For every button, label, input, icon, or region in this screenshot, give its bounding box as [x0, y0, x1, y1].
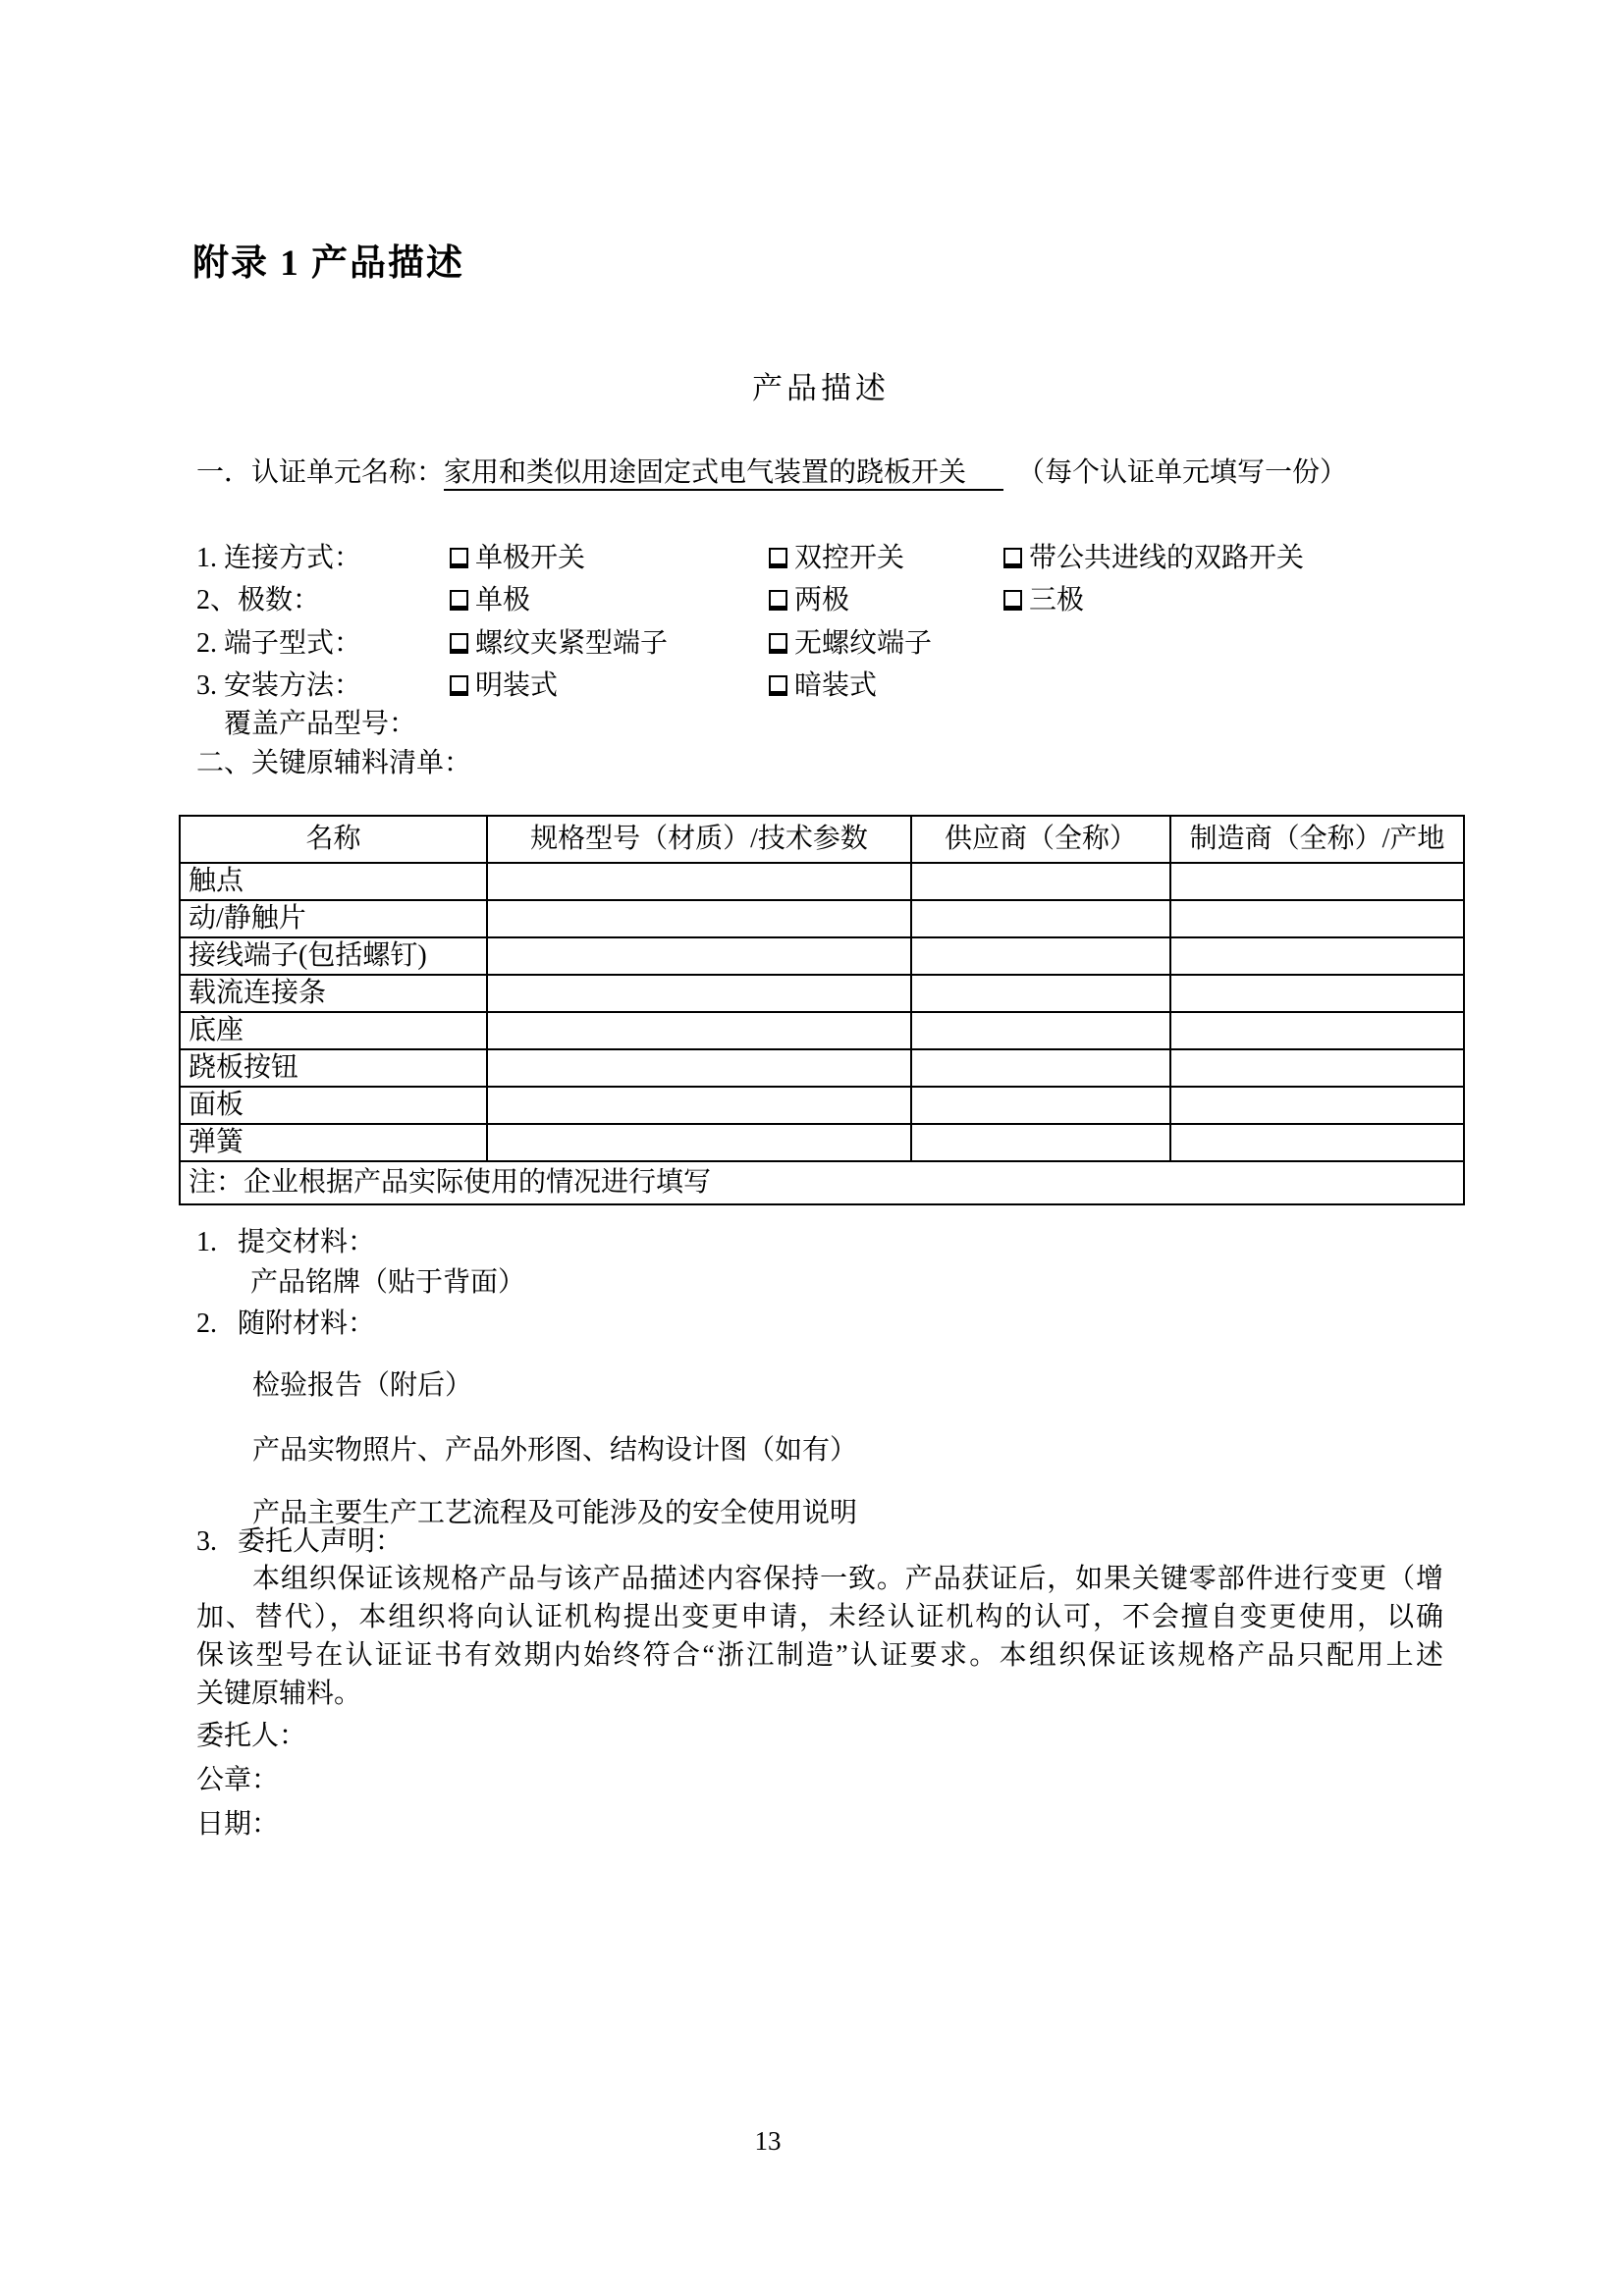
option-item [769, 585, 849, 616]
table-row [180, 1012, 1464, 1049]
empty-cell [487, 900, 911, 937]
empty-cell [1170, 863, 1464, 900]
material-name-cell: 触点 [180, 863, 487, 900]
submit-section-label: 1. 提交材料： [196, 1227, 376, 1257]
option-item [769, 628, 932, 660]
option-item-label: 两极 [794, 585, 850, 615]
attached-item: 产品主要生产工艺流程及可能涉及的安全使用说明 [252, 1498, 858, 1528]
option-item [450, 670, 558, 702]
table-row [180, 1049, 1464, 1087]
empty-cell [911, 975, 1170, 1012]
empty-cell [1170, 1124, 1464, 1161]
seal-label: 公章： [196, 1765, 280, 1795]
checkbox-icon [769, 633, 787, 654]
declaration-label: 3. 委托人声明： [196, 1526, 404, 1557]
submit-item: 产品铭牌（贴于背面） [250, 1267, 526, 1298]
material-name-cell: 面板 [180, 1087, 487, 1124]
attached-section-label: 2. 随附材料： [196, 1308, 376, 1339]
option-item [450, 585, 530, 616]
option-item-label: 明装式 [475, 670, 559, 701]
unit-name-label: 一．认证单元名称： [196, 457, 445, 488]
empty-cell [487, 1012, 911, 1049]
option-item-label: 无螺纹端子 [794, 628, 933, 659]
empty-cell [1170, 1087, 1464, 1124]
declaration-line: 本组织保证该规格产品与该产品描述内容保持一致。产品获证后，如果关键零部件进行变更（增 [252, 1564, 1443, 1594]
option-item-label: 单极 [475, 585, 531, 615]
certification-unit-line [196, 457, 1347, 491]
table-row [180, 937, 1464, 975]
option-row-label: 2. 端子型式： [196, 628, 362, 659]
option-item [1003, 543, 1304, 574]
table-note-row [180, 1161, 1464, 1204]
declaration-line: 关键原辅料。 [196, 1679, 362, 1709]
checkbox-icon [450, 675, 468, 696]
option-row-label: 3. 安装方法： [196, 670, 362, 701]
option-item-label: 三极 [1029, 585, 1085, 615]
option-item-label: 双控开关 [794, 543, 905, 573]
date-label: 日期： [196, 1809, 280, 1840]
checkbox-icon [450, 548, 468, 568]
option-item [769, 670, 877, 702]
empty-cell [911, 937, 1170, 975]
table-header-cell: 制造商（全称）/产地 [1170, 816, 1464, 863]
material-name-cell: 动/静触片 [180, 900, 487, 937]
option-row-connection [0, 543, 1624, 582]
checkbox-icon [450, 590, 468, 611]
option-item-label: 螺纹夹紧型端子 [475, 628, 669, 659]
materials-table [179, 815, 1465, 1205]
empty-cell [911, 1012, 1170, 1049]
unit-note: （每个认证单元填写一份） [1017, 457, 1348, 488]
signer-label: 委托人： [196, 1721, 307, 1751]
empty-cell [911, 1087, 1170, 1124]
appendix-title: 附录 1 产品描述 [192, 243, 464, 284]
checkbox-icon [450, 633, 468, 654]
option-row-terminal [0, 628, 1624, 667]
page-number: 13 [754, 2126, 782, 2156]
empty-cell [1170, 1049, 1464, 1087]
checkbox-icon [769, 675, 787, 696]
option-item [450, 628, 668, 660]
declaration-line: 保该型号在认证证书有效期内始终符合“浙江制造”认证要求。本组织保证该规格产品只配用上述 [196, 1640, 1443, 1671]
table-header-cell: 名称 [180, 816, 487, 863]
table-row [180, 975, 1464, 1012]
empty-cell [487, 863, 911, 900]
unit-name-value: 家用和类似用途固定式电气装置的跷板开关 [444, 457, 1003, 491]
option-row-mounting [0, 670, 1624, 710]
option-row-poles [0, 585, 1624, 624]
empty-cell [1170, 937, 1464, 975]
table-header-row [180, 816, 1464, 863]
option-row-label: 1. 连接方式： [196, 543, 362, 573]
empty-cell [911, 1124, 1170, 1161]
table-header-cell: 供应商（全称） [911, 816, 1170, 863]
option-item-label: 单极开关 [475, 543, 586, 573]
attached-item: 产品实物照片、产品外形图、结构设计图（如有） [252, 1435, 858, 1466]
table-row [180, 900, 1464, 937]
option-item [1003, 585, 1084, 616]
table-row [180, 863, 1464, 900]
checkbox-icon [769, 590, 787, 611]
material-name-cell: 跷板按钮 [180, 1049, 487, 1087]
table-header-cell: 规格型号（材质）/技术参数 [487, 816, 911, 863]
material-name-cell: 弹簧 [180, 1124, 487, 1161]
empty-cell [911, 1049, 1170, 1087]
empty-cell [1170, 1012, 1464, 1049]
checkbox-icon [1003, 548, 1022, 568]
option-item [450, 543, 585, 574]
empty-cell [1170, 900, 1464, 937]
option-row-label: 2、极数： [196, 585, 321, 615]
empty-cell [487, 937, 911, 975]
material-name-cell: 载流连接条 [180, 975, 487, 1012]
checkbox-icon [1003, 590, 1022, 611]
material-name-cell: 底座 [180, 1012, 487, 1049]
empty-cell [487, 975, 911, 1012]
checkbox-icon [769, 548, 787, 568]
material-name-cell: 接线端子(包括螺钉) [180, 937, 487, 975]
empty-cell [911, 900, 1170, 937]
empty-cell [487, 1087, 911, 1124]
declaration-line: 加、替代），本组织将向认证机构提出变更申请，未经认证机构的认可，不会擅自变更使用，以确 [196, 1602, 1443, 1632]
empty-cell [487, 1049, 911, 1087]
option-item-label: 带公共进线的双路开关 [1029, 543, 1305, 573]
empty-cell [487, 1124, 911, 1161]
option-item [769, 543, 904, 574]
empty-cell [1170, 975, 1464, 1012]
materials-section-title: 二、关键原辅料清单： [196, 748, 472, 778]
empty-cell [911, 863, 1170, 900]
attached-item: 检验报告（附后） [252, 1370, 473, 1401]
covered-models-label: 覆盖产品型号： [224, 709, 417, 739]
table-row [180, 1087, 1464, 1124]
table-row [180, 1124, 1464, 1161]
table-note: 注：企业根据产品实际使用的情况进行填写 [180, 1161, 1464, 1204]
option-item-label: 暗装式 [794, 670, 878, 701]
doc-title: 产品描述 [752, 371, 890, 405]
